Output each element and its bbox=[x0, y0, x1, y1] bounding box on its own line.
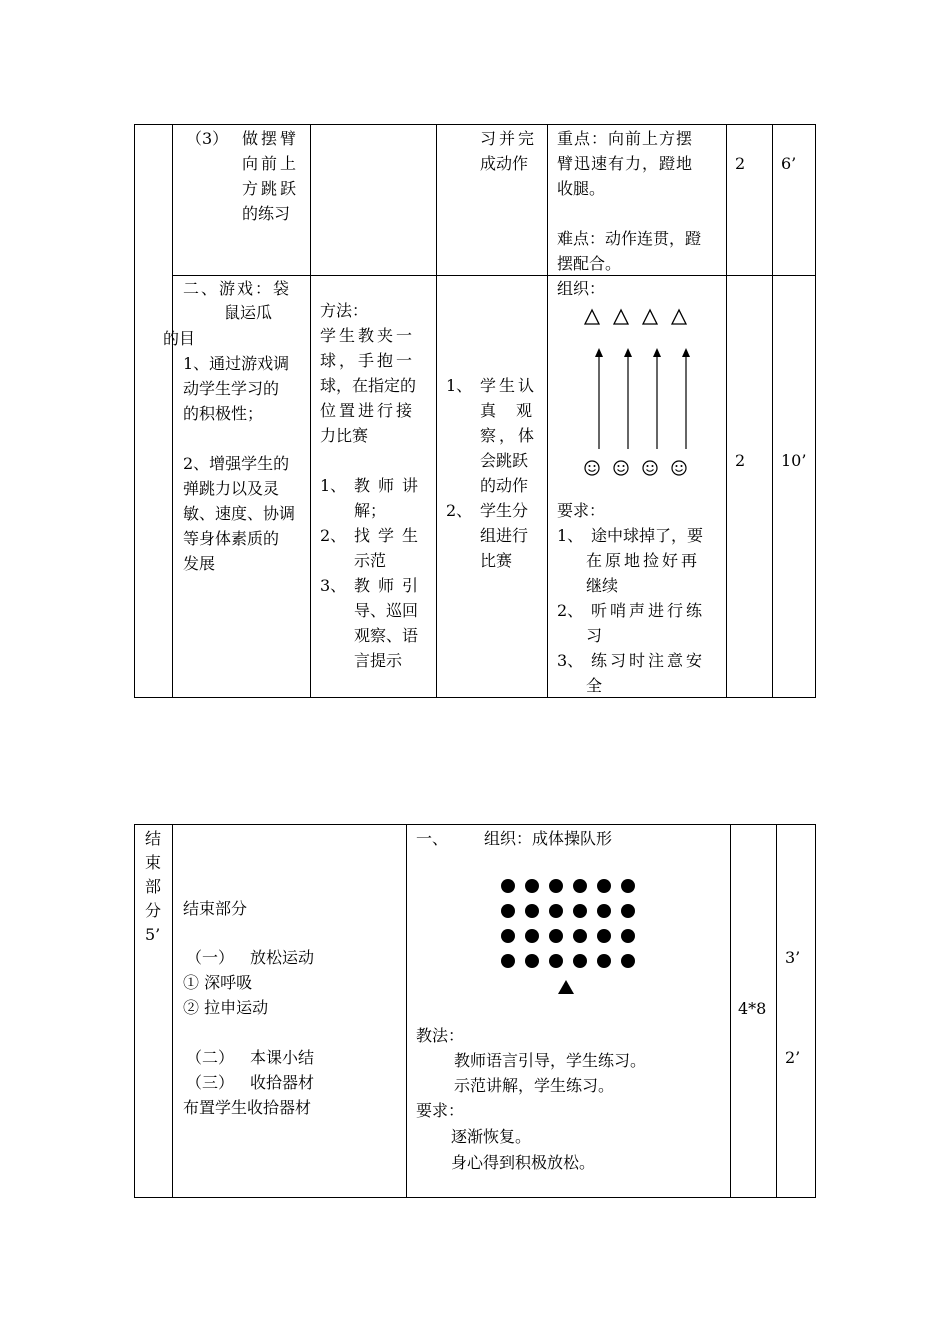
requirement-num: 3、 bbox=[557, 651, 584, 670]
vline bbox=[406, 824, 407, 1198]
purpose-line: 2、增强学生的 bbox=[183, 454, 290, 473]
purpose-label: 的目 bbox=[163, 329, 196, 348]
method-line: 位置进行接 bbox=[320, 401, 416, 420]
vline bbox=[310, 124, 311, 698]
filled-dot-icon bbox=[525, 954, 539, 968]
filled-dot-icon bbox=[621, 879, 635, 893]
teach-line: 教师语言引导，学生练习。 bbox=[454, 1051, 647, 1070]
count-value: 2 bbox=[735, 451, 746, 470]
method-line: 学生教夹一 bbox=[320, 326, 416, 345]
item-line: 方跳跃 bbox=[242, 179, 300, 198]
filled-dot-icon bbox=[549, 929, 563, 943]
time-value: 10’ bbox=[781, 451, 807, 470]
org-title: 组织：成体操队形 bbox=[484, 829, 613, 848]
count-value: 4*8 bbox=[738, 999, 767, 1018]
student-step-line: 的动作 bbox=[480, 476, 529, 495]
requirement-num: 2、 bbox=[557, 601, 584, 620]
vline bbox=[134, 124, 135, 698]
filled-dot-icon bbox=[501, 879, 515, 893]
student-step-line: 学生分 bbox=[480, 501, 529, 520]
org-label: 组织： bbox=[557, 279, 606, 298]
vline bbox=[172, 824, 173, 1198]
vline bbox=[726, 124, 727, 698]
vline bbox=[815, 124, 816, 698]
filled-dot-icon bbox=[525, 904, 539, 918]
table-top-border-bottom bbox=[134, 697, 815, 698]
student-step-line: 学生认 bbox=[480, 376, 538, 395]
filled-dot-icon bbox=[525, 879, 539, 893]
key-point-line: 臂迅速有力，蹬地 bbox=[557, 154, 694, 173]
triangle-outline-icon bbox=[672, 310, 686, 324]
teacher-step-num: 2、 bbox=[320, 526, 347, 545]
method-line: 球，在指定的 bbox=[320, 376, 417, 395]
smiley-icon bbox=[614, 461, 628, 475]
vline bbox=[134, 824, 135, 1198]
relax-item: ① 深呼吸 bbox=[183, 973, 253, 992]
teacher-step-line: 找学生 bbox=[354, 526, 427, 545]
filled-dot-icon bbox=[549, 904, 563, 918]
student-step-line: 察，体 bbox=[480, 426, 538, 445]
purpose-line: 发展 bbox=[183, 554, 216, 573]
time-value: 2’ bbox=[785, 1048, 801, 1067]
arrow-up-icon bbox=[595, 348, 603, 449]
requirement-line: 身心得到积极放松。 bbox=[451, 1153, 596, 1172]
vline bbox=[772, 124, 773, 698]
filled-dot-icon bbox=[621, 929, 635, 943]
item-line: 的练习 bbox=[242, 204, 291, 223]
method-title: 方法： bbox=[320, 301, 369, 320]
item-line: 做摆臂 bbox=[242, 129, 300, 148]
student-step-line: 比赛 bbox=[480, 551, 513, 570]
vline bbox=[547, 124, 548, 698]
method-line: 球，手抱一 bbox=[320, 351, 416, 370]
purpose-line: 等身体素质的 bbox=[183, 529, 280, 548]
requirement-label: 要求： bbox=[557, 501, 606, 520]
requirement-line: 听哨声进行练 bbox=[591, 601, 706, 620]
filled-triangle-icon bbox=[558, 980, 574, 994]
teach-label: 教法： bbox=[416, 1026, 465, 1045]
requirement-line: 途中球掉了，要 bbox=[591, 526, 704, 545]
smiley-icon bbox=[585, 461, 599, 475]
key-point-line: 重点：向前上方摆 bbox=[557, 129, 694, 148]
teacher-step-line: 导、巡回 bbox=[354, 601, 419, 620]
vline bbox=[776, 824, 777, 1198]
student-step-num: 2、 bbox=[446, 501, 473, 520]
filled-dot-icon bbox=[597, 954, 611, 968]
requirement-line: 逐渐恢复。 bbox=[451, 1127, 532, 1146]
student-line: 习并完 bbox=[480, 129, 538, 148]
teacher-step-line: 解； bbox=[354, 501, 387, 520]
org-number: 一、 bbox=[416, 829, 449, 848]
section-label-char: 结 bbox=[145, 829, 162, 848]
arrow-up-icon bbox=[653, 348, 661, 449]
table-bottom-border-top bbox=[134, 824, 815, 825]
requirement-label: 要求： bbox=[416, 1101, 465, 1120]
filled-dot-icon bbox=[525, 929, 539, 943]
time-value: 6’ bbox=[781, 154, 797, 173]
game-title-line: 二、游戏：袋 bbox=[183, 279, 292, 298]
content-title: 结束部分 bbox=[183, 899, 248, 918]
student-step-num: 1、 bbox=[446, 376, 473, 395]
start-markers bbox=[580, 305, 700, 345]
collect-number: （三） bbox=[186, 1073, 235, 1092]
requirement-line: 习 bbox=[586, 626, 603, 645]
teacher-step-line: 示范 bbox=[354, 551, 387, 570]
filled-dot-icon bbox=[573, 954, 587, 968]
triangle-outline-icon bbox=[614, 310, 628, 324]
section-label-char: 分 bbox=[145, 901, 162, 920]
vline bbox=[815, 824, 816, 1198]
purpose-line: 弹跳力以及灵 bbox=[183, 479, 280, 498]
teacher-step-line: 教师引 bbox=[354, 576, 427, 595]
filled-dot-icon bbox=[501, 929, 515, 943]
requirement-num: 1、 bbox=[557, 526, 584, 545]
teacher-step-line: 言提示 bbox=[354, 651, 403, 670]
student-line: 成动作 bbox=[480, 154, 529, 173]
filled-dot-icon bbox=[597, 904, 611, 918]
difficulty-line: 摆配合。 bbox=[557, 254, 622, 273]
filled-dot-icon bbox=[549, 954, 563, 968]
direction-arrows bbox=[580, 345, 700, 455]
count-value: 2 bbox=[735, 154, 746, 173]
vline bbox=[436, 124, 437, 698]
filled-dot-icon bbox=[573, 904, 587, 918]
filled-dot-icon bbox=[597, 929, 611, 943]
teach-line: 示范讲解，学生练习。 bbox=[454, 1076, 615, 1095]
section-label-char: 5’ bbox=[145, 925, 161, 944]
key-point-line: 收腿。 bbox=[557, 179, 606, 198]
game-title-line: 鼠运瓜 bbox=[224, 303, 273, 322]
filled-dot-icon bbox=[573, 879, 587, 893]
filled-dot-icon bbox=[573, 929, 587, 943]
vline bbox=[172, 124, 173, 698]
vline bbox=[730, 824, 731, 1198]
requirement-line: 全 bbox=[586, 676, 603, 695]
requirement-line: 在原地捡好再 bbox=[586, 551, 701, 570]
item-number: （3） bbox=[186, 129, 229, 148]
smiley-icon bbox=[672, 461, 686, 475]
arrow-up-icon bbox=[682, 348, 690, 449]
triangle-outline-icon bbox=[585, 310, 599, 324]
arrow-up-icon bbox=[624, 348, 632, 449]
summary-number: （二） bbox=[186, 1048, 235, 1067]
difficulty-line: 难点：动作连贯，蹬 bbox=[557, 229, 702, 248]
filled-dot-icon bbox=[549, 879, 563, 893]
section-label-char: 部 bbox=[145, 877, 162, 896]
relax-item: ② 拉申运动 bbox=[183, 998, 269, 1017]
relax-number: （一） bbox=[186, 948, 235, 967]
filled-dot-icon bbox=[597, 879, 611, 893]
filled-dot-icon bbox=[501, 954, 515, 968]
method-line: 力比赛 bbox=[320, 426, 369, 445]
table-bottom-border-bottom bbox=[134, 1197, 815, 1198]
requirement-line: 练习时注意安 bbox=[591, 651, 706, 670]
student-step-line: 真 观 bbox=[480, 401, 535, 420]
triangle-outline-icon bbox=[643, 310, 657, 324]
filled-dot-icon bbox=[621, 954, 635, 968]
purpose-line: 动学生学习的 bbox=[183, 379, 280, 398]
teacher-step-line: 教师讲 bbox=[354, 476, 427, 495]
summary-label: 本课小结 bbox=[250, 1048, 315, 1067]
purpose-line: 1、通过游戏调 bbox=[183, 354, 290, 373]
time-value: 3’ bbox=[785, 948, 801, 967]
collect-label: 收拾器材 bbox=[250, 1073, 315, 1092]
student-step-line: 会跳跃 bbox=[480, 451, 529, 470]
item-line: 向前上 bbox=[242, 154, 300, 173]
filled-dot-icon bbox=[621, 904, 635, 918]
teacher-step-num: 1、 bbox=[320, 476, 347, 495]
section-label-char: 束 bbox=[145, 853, 162, 872]
teacher-step-num: 3、 bbox=[320, 576, 347, 595]
purpose-line: 的积极性； bbox=[183, 404, 264, 423]
teacher-step-line: 观察、语 bbox=[354, 626, 419, 645]
gymnastics-formation bbox=[494, 872, 654, 997]
student-markers bbox=[580, 456, 700, 480]
purpose-line: 敏、速度、协调 bbox=[183, 504, 296, 523]
collect-description: 布置学生收拾器材 bbox=[183, 1098, 312, 1117]
smiley-icon bbox=[643, 461, 657, 475]
requirement-line: 继续 bbox=[586, 576, 619, 595]
relax-label: 放松运动 bbox=[250, 948, 315, 967]
table-top-border-top bbox=[134, 124, 815, 125]
filled-dot-icon bbox=[501, 904, 515, 918]
student-step-line: 组进行 bbox=[480, 526, 529, 545]
